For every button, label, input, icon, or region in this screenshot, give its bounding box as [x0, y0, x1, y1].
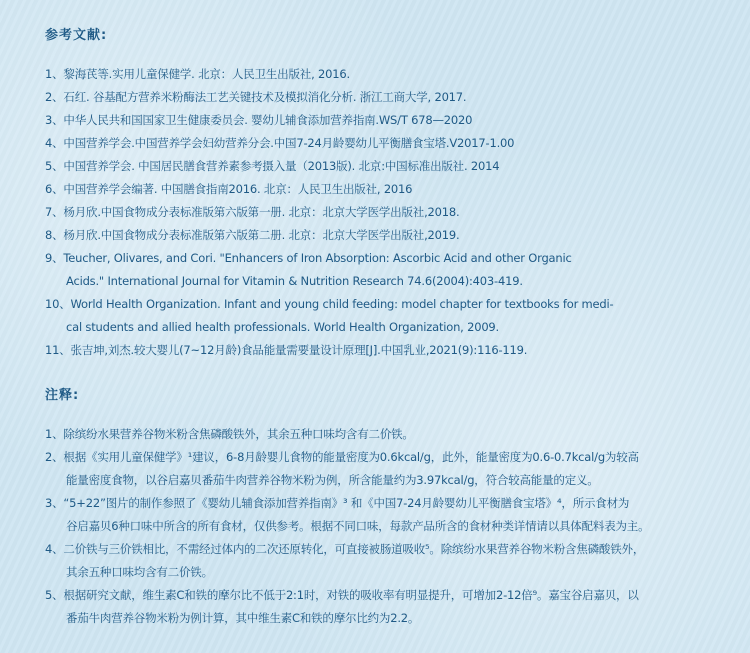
reference-line: 10、World Health Organization. Infant and young child feeding: model chapter for textbooks for medi-	[45, 297, 614, 311]
reference-item-8	[45, 224, 725, 247]
reference-item-1	[45, 63, 725, 86]
references-heading: 参考文献:	[45, 28, 108, 43]
note-item-4	[45, 538, 725, 584]
reference-line: 11、张吉坤,刘杰.较大婴儿(7~12月龄)食品能量需要量设计原理[J].中国乳业,2021(9):116-119.	[45, 343, 528, 357]
notes-section	[45, 384, 725, 630]
note-item-5	[45, 584, 725, 630]
notes-heading: 注释:	[45, 388, 80, 403]
reference-line: 5、中国营养学会. 中国居民膳食营养素参考摄入量（2013版). 北京:中国标准出版社. 2014	[45, 159, 500, 173]
reference-line: 9、Teucher, Olivares, and Cori. "Enhancers of Iron Absorption: Ascorbic Acid and other Organic	[45, 251, 572, 265]
reference-line: 4、中国营养学会.中国营养学会妇幼营养分会.中国7-24月龄婴幼儿平衡膳食宝塔.V2017-1.00	[45, 136, 515, 150]
notes-list	[45, 423, 725, 630]
reference-item-6	[45, 178, 725, 201]
reference-line: 2、石红. 谷基配方营养米粉酶法工艺关键技术及模拟消化分析. 浙江工商大学, 2017.	[45, 90, 467, 104]
reference-item-7	[45, 201, 725, 224]
reference-item-10	[45, 293, 725, 339]
reference-item-5	[45, 155, 725, 178]
references-list	[45, 63, 725, 362]
note-line: 3、“5+22”图片的制作参照了《婴幼儿辅食添加营养指南》³ 和《中国7-24月龄婴幼儿平衡膳食宝塔》⁴，所示食材为	[45, 496, 630, 510]
note-line-continued: 其余五种口味均含有二价铁。	[66, 565, 213, 579]
reference-line: 3、中华人民共和国国家卫生健康委员会. 婴幼儿辅食添加营养指南.WS/T 678—2020	[45, 113, 473, 127]
references-section	[45, 24, 725, 362]
note-line-continued: 能量密度食物，以谷启嘉贝番茄牛肉营养谷物米粉为例，所含能量约为3.97kcal/g，符合较高能量的定义。	[66, 473, 599, 487]
reference-item-2	[45, 86, 725, 109]
note-item-2	[45, 446, 725, 492]
note-item-1	[45, 423, 725, 446]
note-line-continued: 番茄牛肉营养谷物米粉为例计算，其中维生素C和铁的摩尔比约为2.2。	[66, 611, 420, 625]
reference-line-continued: cal students and allied health professionals. World Health Organization, 2009.	[66, 320, 500, 334]
note-line-continued: 谷启嘉贝6种口味中所含的所有食材，仅供参考。根据不同口味，每款产品所含的食材种类详情请以具体配料表为主。	[66, 519, 650, 533]
reference-item-11	[45, 339, 725, 362]
reference-item-9	[45, 247, 725, 293]
reference-line: 1、黎海芪等.实用儿童保健学. 北京：人民卫生出版社, 2016.	[45, 67, 350, 81]
note-line: 4、二价铁与三价铁相比，不需经过体内的二次还原转化，可直接被肠道吸收⁵。除缤纷水果营养谷物米粉含焦磷酸铁外，	[45, 542, 645, 556]
reference-line: 8、杨月欣.中国食物成分表标准版第六版第二册. 北京：北京大学医学出版社,2019.	[45, 228, 460, 242]
reference-line: 6、中国营养学会编著. 中国膳食指南2016. 北京：人民卫生出版社, 2016	[45, 182, 413, 196]
note-item-3	[45, 492, 725, 538]
note-line: 1、除缤纷水果营养谷物米粉含焦磷酸铁外，其余五种口味均含有二价铁。	[45, 427, 414, 441]
note-line: 2、根据《实用儿童保健学》¹建议，6-8月龄婴儿食物的能量密度为0.6kcal/g，此外，能量密度为0.6-0.7kcal/g为较高	[45, 450, 639, 464]
reference-item-3	[45, 109, 725, 132]
reference-item-4	[45, 132, 725, 155]
note-line: 5、根据研究文献，维生素C和铁的摩尔比不低于2:1时，对铁的吸收率有明显提升，可增加2-12倍⁹。嘉宝谷启嘉贝，以	[45, 588, 639, 602]
reference-line-continued: Acids." International Journal for Vitamin & Nutrition Research 74.6(2004):403-419.	[66, 274, 523, 288]
reference-line: 7、杨月欣.中国食物成分表标准版第六版第一册. 北京：北京大学医学出版社,2018.	[45, 205, 460, 219]
